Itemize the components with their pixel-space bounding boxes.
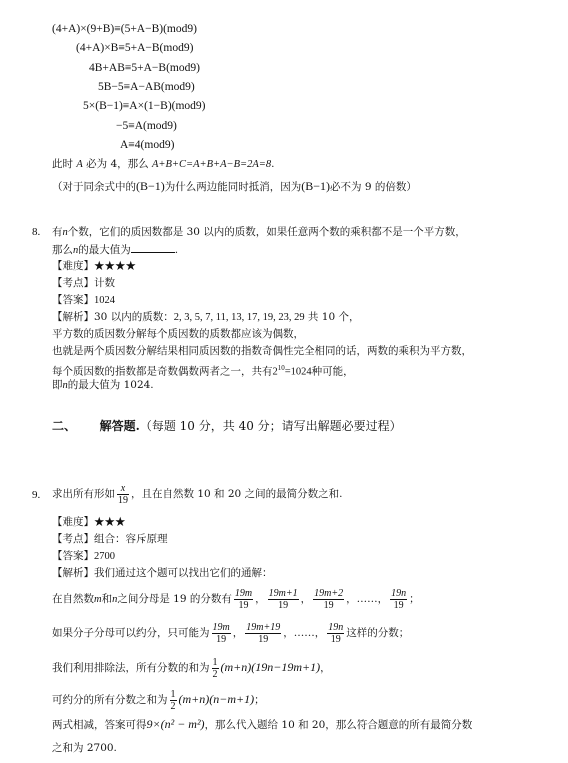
derivation-line-2: (4+A)×B≡5+A−B(mod9)	[76, 42, 194, 54]
difficulty-stars: ★★★★	[94, 260, 136, 272]
answer-blank	[131, 241, 175, 253]
q8-stem-line-2: 那么n的最大值为 .	[52, 241, 178, 259]
conclusion-text-b: 必为 4，那么	[86, 158, 149, 170]
q9-point: 【考点】组合：容斥原理	[52, 533, 168, 545]
note-line: （对于同余式中的(B−1)为什么两边能同时抵消，因为(B−1)必不为 9 的倍数）	[52, 179, 417, 193]
conclusion-text-a: 此时	[52, 158, 73, 170]
conclusion-formula: A+B+C=A+B+A−B=2A=8	[151, 159, 272, 170]
derivation-line-3: 4B+AB≡5+A−B(mod9)	[89, 62, 200, 74]
q8-point: 【考点】计数	[52, 277, 115, 289]
question-8-number: 8.	[32, 226, 41, 238]
q9-analysis-line-3: 如果分子分母可以约分，只可能为 $\frac{19m}{19}$ ， $\frac{19m+19}{19}$ ，……， $\frac{19n}{19}$ 这样的分数；	[52, 621, 410, 645]
derivation-line-6: −5≡A(mod9)	[116, 120, 177, 132]
q8-analysis-line-4: 每个质因数的指数都是奇数偶数两者之一，共有$2^{10}=1024$种可能，	[52, 364, 354, 378]
q9-answer: 【答案】2700	[52, 550, 115, 562]
q9-difficulty: 【难度】★★★	[52, 516, 126, 528]
q9-analysis-line-4: 我们利用排除法，所有分数的和为 $\frac{1}{2}$ (m+n)(19n−19m+1)，	[52, 656, 331, 680]
difficulty-stars: ★★★	[94, 516, 126, 528]
q8-stem-line-1: 有n个数，它们的质因数都是 30 以内的质数，如果任意两个数的乘积都不是一个平方数，	[52, 226, 466, 238]
conclusion-line: 此时 A 必为 4，那么 A+B+C=A+B+A−B=2A=8.	[52, 158, 275, 170]
q9-stem: 求出所有形如 $\frac{x}{19}$ ，且在自然数 10 和 20 之间的最简分数之和.	[52, 482, 343, 506]
q9-analysis-line-1: 【解析】我们通过这个题可以找出它们的通解：	[52, 567, 273, 579]
section-2-heading: 二、 解答题.（每题 10 分，共 40 分；请写出解题必要过程）	[52, 419, 402, 433]
derivation-line-4: 5B−5≡A−AB(mod9)	[98, 81, 195, 93]
derivation-line-7: A≡4(mod9)	[120, 139, 175, 151]
q9-analysis-line-7: 之和为 2700.	[52, 742, 117, 754]
question-9-number: 9.	[32, 489, 41, 501]
q9-analysis-line-5: 可约分的所有分数之和为 $\frac{1}{2}$ (m+n)(n−m+1)；	[52, 688, 265, 712]
q8-analysis-line-2: 平方数的质因数分解每个质因数的质数都应该为偶数，	[52, 328, 304, 340]
q8-answer: 【答案】1024	[52, 294, 115, 306]
q8-analysis-line-5: 即n的最大值为 1024.	[52, 379, 154, 391]
q9-analysis-line-2: 在自然数m和n之间分母是 19 的分数有 $\frac{19m}{19}$ ， $\frac{19m+1}{19}$ ， $\frac{19m+2}{19}$ ，……， $\frac{19n}{19}$ ；	[52, 587, 420, 611]
q9-analysis-line-6: 两式相减，答案可得9×(n² − m²)，那么代入题给 10 和 20，那么符合题意的所有最简分数	[52, 717, 473, 731]
q8-difficulty: 【难度】★★★★	[52, 260, 136, 272]
derivation-line-1: (4+A)×(9+B)≡(5+A−B)(mod9)	[52, 23, 197, 35]
q8-analysis-line-3: 也就是两个质因数分解结果相同质因数的指数奇偶性完全相同的话，两数的乘积为平方数，	[52, 345, 472, 357]
q8-analysis-line-1: 【解析】30 以内的质数：2, 3, 5, 7, 11, 13, 17, 19, 23, 29 共 10 个，	[52, 311, 360, 323]
derivation-line-5: 5×(B−1)≡A×(1−B)(mod9)	[83, 100, 206, 112]
